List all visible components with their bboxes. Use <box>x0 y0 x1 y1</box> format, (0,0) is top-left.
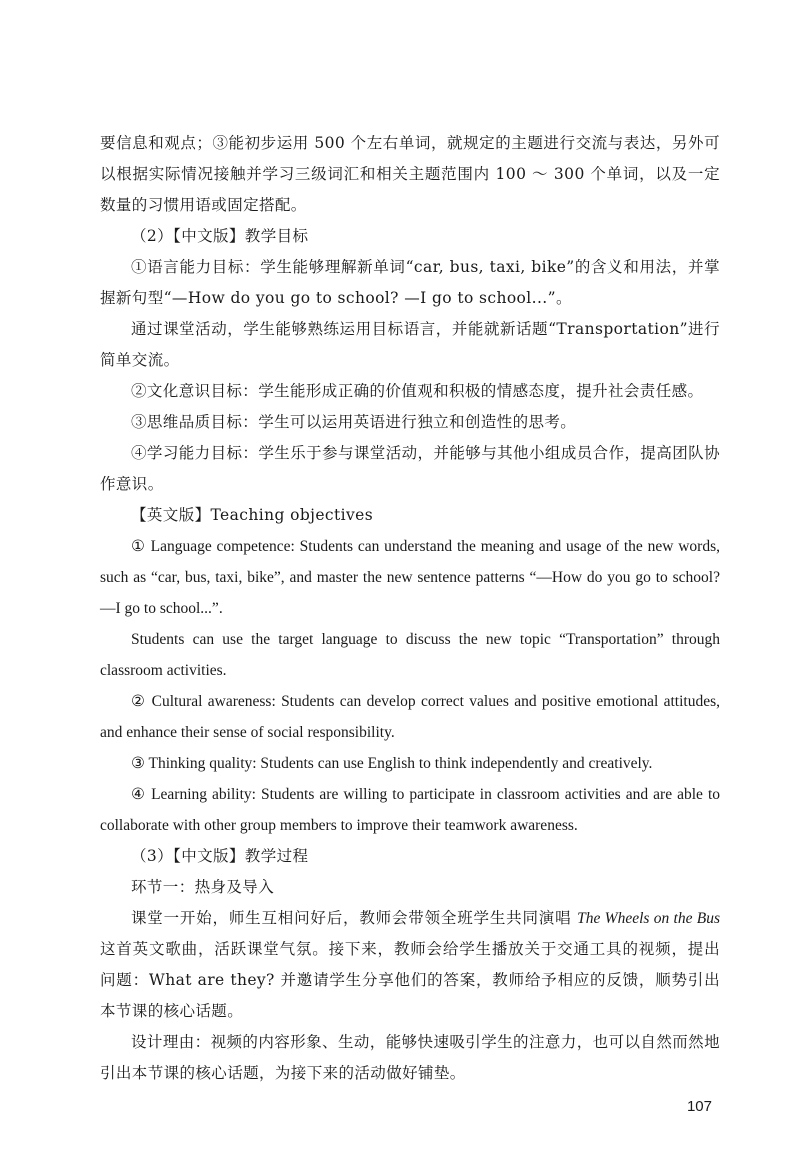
paragraph-culture-objective-en: ② Cultural awareness: Students can develop correct values and positive emotional attitudes, and enhance their sense of social responsibility. <box>100 693 720 741</box>
paragraph-thinking-objective-en: ③ Thinking quality: Students can use English to think independently and creatively. <box>131 755 653 772</box>
paragraph-continuation: 要信息和观点；③能初步运用 500 个左右单词，就规定的主题进行交流与表达，另外可以根据实际情况接触并学习三级词汇和相关主题范围内 100 ～ 300 个单词，以及一定数量的习惯用语或固定搭配。 <box>100 134 720 214</box>
page-number: 107 <box>686 1098 712 1115</box>
paragraph-learning-objective-cn: ④学习能力目标：学生乐于参与课堂活动，并能够与其他小组成员合作，提高团队协作意识。 <box>100 444 720 493</box>
paragraph-learning-objective-en: ④ Learning ability: Students are willing to participate in classroom activities and are able to collaborate with other group members to improve their teamwork awareness. <box>100 786 720 834</box>
step-one-text-after: 这首英文歌曲，活跃课堂气氛。接下来，教师会给学生播放关于交通工具的视频，提出问题：What are they? 并邀请学生分享他们的答案，教师给予相应的反馈，顺势引出本节课的核心话题。 <box>100 940 720 1020</box>
paragraph-design-reason: 设计理由：视频的内容形象、生动，能够快速吸引学生的注意力，也可以自然而然地引出本节课的核心话题，为接下来的活动做好铺垫。 <box>100 1033 720 1082</box>
paragraph-language-objective-en: ① Language competence: Students can understand the meaning and usage of the new words, such as “car, bus, taxi, bike”, and master the new sentence patterns “—How do you go to school? —I go to school...”. <box>100 538 720 617</box>
paragraph-activity-objective-en: Students can use the target language to discuss the new topic “Transportation” through classroom activities. <box>100 631 720 679</box>
paragraph-step-one-description <box>100 903 720 1027</box>
heading-step-one: 环节一：热身及导入 <box>131 878 275 896</box>
heading-cn-objectives: （2）【中文版】教学目标 <box>131 227 309 245</box>
paragraph-activity-objective-cn: 通过课堂活动，学生能够熟练运用目标语言，并能就新话题“Transportation”进行简单交流。 <box>100 320 720 369</box>
heading-en-objectives: 【英文版】Teaching objectives <box>131 506 374 524</box>
paragraph-thinking-objective-cn: ③思维品质目标：学生可以运用英语进行独立和创造性的思考。 <box>131 413 577 431</box>
step-one-text-before: 课堂一开始，师生互相问好后，教师会带领全班学生共同演唱 <box>131 909 578 927</box>
song-title: The Wheels on the Bus <box>577 910 720 927</box>
paragraph-language-objective-cn: ①语言能力目标：学生能够理解新单词“car, bus, taxi, bike”的含义和用法，并掌握新句型“—How do you go to school? —I go to school...”。 <box>100 258 720 307</box>
paragraph-culture-objective-cn: ②文化意识目标：学生能形成正确的价值观和积极的情感态度，提升社会责任感。 <box>131 382 704 400</box>
heading-cn-process: （3）【中文版】教学过程 <box>131 847 309 865</box>
page-content <box>100 128 720 1089</box>
